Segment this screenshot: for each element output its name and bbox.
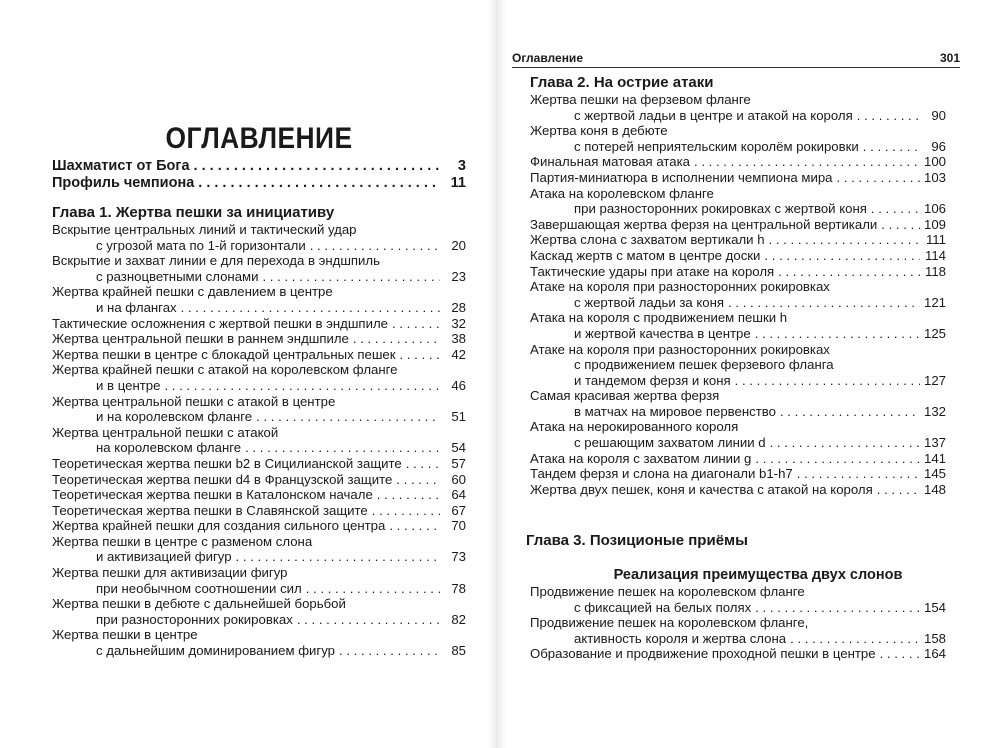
toc-entry <box>52 316 466 332</box>
toc-entry-text: на королевском фланге <box>96 440 242 456</box>
toc-entry-line <box>530 404 946 420</box>
toc-entry <box>530 232 946 248</box>
chapter-heading: Глава 2. На острие атаки <box>530 74 714 91</box>
toc-page-number: 3 <box>457 158 466 174</box>
dot-leader <box>728 295 920 311</box>
toc-entry <box>530 92 946 123</box>
toc-entry-line <box>52 331 466 347</box>
toc-entry-line <box>530 248 946 264</box>
toc-entry-text: при необычном соотношении сил <box>96 580 302 596</box>
toc-entry-line <box>52 362 466 378</box>
toc-entry <box>530 217 946 233</box>
dot-leader <box>245 440 440 456</box>
toc-entry-line <box>530 646 946 662</box>
dot-leader <box>262 269 440 285</box>
toc-entry-line <box>52 409 466 425</box>
toc-page-number: 106 <box>923 201 946 217</box>
toc-page-number: 141 <box>923 450 946 466</box>
toc-page-number: 32 <box>451 315 466 331</box>
dot-leader <box>797 466 920 482</box>
toc-entry <box>52 518 466 534</box>
toc-entry-text: Жертва пешки для активизации фигур <box>52 565 288 581</box>
toc-entry-line <box>530 373 946 389</box>
toc-entry <box>52 565 466 596</box>
toc-entry-line <box>52 596 466 612</box>
toc-entry <box>52 253 466 284</box>
dot-leader <box>877 482 920 498</box>
dot-leader <box>310 238 440 254</box>
toc-entry-text: при разносторонних рокировках <box>96 611 293 627</box>
dot-leader <box>306 581 440 597</box>
toc-entry-text: Жертва центральной пешки в раннем эндшпиле <box>52 331 349 347</box>
toc-entry-text: с потерей неприятельским королём рокировки <box>574 138 859 154</box>
toc-page-number: 11 <box>450 175 466 191</box>
toc-entry <box>530 646 946 662</box>
dot-leader <box>871 201 920 217</box>
toc-entry <box>530 482 946 498</box>
toc-entry <box>530 154 946 170</box>
dot-leader <box>857 108 920 124</box>
toc-entry-line <box>52 158 466 175</box>
dot-leader <box>778 264 920 280</box>
dot-leader <box>755 326 920 342</box>
toc-page-number: 100 <box>923 154 946 170</box>
toc-entry-text: Шахматист от Бога <box>52 158 190 174</box>
toc-entry-text: в матчах на мировое первенство <box>574 403 776 419</box>
toc-entry-text: Вскрытие и захват линии e для перехода в эндшпиль <box>52 253 380 269</box>
toc-entry-text: с решающим захватом линии d <box>574 435 766 451</box>
dot-leader <box>881 217 920 233</box>
toc-entry-text: с фиксацией на белых полях <box>574 599 752 615</box>
chapter-3 <box>526 520 946 662</box>
toc-entry-text: активность короля и жертва слона <box>574 630 787 646</box>
toc-entry-line <box>530 154 946 170</box>
dot-leader <box>769 232 920 248</box>
toc-page-number: 103 <box>923 169 946 185</box>
toc-page-number: 38 <box>451 331 466 347</box>
toc-entry-text: с продвижением пешек ферзевого фланга <box>574 357 834 373</box>
dot-leader <box>181 300 440 316</box>
toc-page-number: 20 <box>451 237 466 253</box>
toc-entry-text: Атака на королевском фланге <box>530 185 714 201</box>
toc-entry-text: с разноцветными слонами <box>96 268 259 284</box>
toc-entry-line <box>530 310 946 326</box>
toc-entry-line <box>52 627 466 643</box>
toc-entry-text: Каскад жертв с матом в центре доски <box>530 247 761 263</box>
toc-entry <box>530 615 946 646</box>
toc-entry-text: Теоретическая жертва пешки в Славянской защите <box>52 502 368 518</box>
toc-entry-text: с угрозой мата по 1-й горизонтали <box>96 237 306 253</box>
toc-entry-text: и жертвой качества в центре <box>574 325 751 341</box>
toc-entry-line <box>52 175 466 192</box>
toc-entry-text: Вскрытие центральных линий и тактический удар <box>52 222 357 237</box>
front-matter-list <box>52 158 466 192</box>
toc-entry <box>52 456 466 472</box>
toc-entry-line <box>52 347 466 363</box>
toc-entry-text: Продвижение пешек на королевском фланге, <box>530 615 809 631</box>
toc-entry-text: Атака на короля с захватом линии g <box>530 450 752 466</box>
toc-entry-line <box>530 186 946 202</box>
toc-entry-line <box>52 643 466 659</box>
toc-page-number: 109 <box>923 216 946 232</box>
toc-page-number: 121 <box>923 294 946 310</box>
page-number: 301 <box>939 51 960 65</box>
toc-page-number: 67 <box>451 502 466 518</box>
toc-entry-line <box>52 518 466 534</box>
toc-entry-line <box>530 295 946 311</box>
toc-entry-line <box>52 534 466 550</box>
dot-leader <box>164 378 440 394</box>
toc-page-number: 85 <box>451 643 466 659</box>
toc-page-number: 90 <box>931 107 946 123</box>
toc-entry <box>530 310 946 341</box>
toc-entry-text: Жертва слона с захватом вертикали h <box>530 232 765 248</box>
toc-entry-line <box>530 615 946 631</box>
toc-entry <box>52 487 466 503</box>
dot-leader <box>755 451 920 467</box>
toc-page-number: 127 <box>923 372 946 388</box>
toc-entry-line <box>530 600 946 616</box>
dot-leader <box>790 631 920 647</box>
toc-entry-line <box>530 139 946 155</box>
toc-entry-line <box>52 238 466 254</box>
toc-entry-line <box>530 170 946 186</box>
toc-entry <box>52 596 466 627</box>
toc-entry-text: Жертва крайней пешки для создания сильного центра <box>52 518 386 534</box>
toc-entry-line <box>52 565 466 581</box>
toc-entry-line <box>52 253 466 269</box>
toc-entry <box>530 279 946 310</box>
section-subheading: Реализация преимущества двух слонов <box>613 567 903 583</box>
toc-entry <box>52 425 466 456</box>
toc-entry-text: Атака на нерокированного короля <box>530 419 739 435</box>
toc-entry <box>530 451 946 467</box>
toc-entry-line <box>52 549 466 565</box>
toc-entry <box>52 362 466 393</box>
toc-entry-text: Жертва пешки в центре <box>52 627 198 643</box>
toc-page-number: 23 <box>451 268 466 284</box>
toc-entry-text: Финальная матовая атака <box>530 154 690 170</box>
toc-entry-text: и на флангах <box>96 299 177 315</box>
toc-entry-text: Теоретическая жертва пешки d4 в Французской защите <box>52 471 393 487</box>
toc-entry-text: Теоретическая жертва пешки b2 в Сицилианской защите <box>52 455 402 471</box>
toc-page-number: 114 <box>924 247 946 263</box>
dot-leader <box>780 404 920 420</box>
toc-page-number: 82 <box>451 611 466 627</box>
toc-entry-text: Жертва крайней пешки с атакой на королевском фланге <box>52 362 398 378</box>
toc-page-number: 54 <box>451 440 466 456</box>
toc-page-number: 164 <box>923 646 946 662</box>
toc-entry <box>52 394 466 425</box>
running-head-title: Оглавление <box>512 51 583 65</box>
toc-entry-line <box>530 584 946 600</box>
dot-leader <box>400 347 440 363</box>
toc-entry <box>530 264 946 280</box>
toc-entry-line <box>530 264 946 280</box>
toc-entry-line <box>530 631 946 647</box>
toc-page-number: 118 <box>924 263 946 279</box>
toc-entry-line <box>52 284 466 300</box>
chapter-1-entries <box>52 222 466 659</box>
toc-entry <box>52 284 466 315</box>
toc-entry-line <box>530 92 946 108</box>
chapter-heading: Глава 3. Позиционые приёмы <box>526 532 748 549</box>
toc-entry <box>52 534 466 565</box>
toc-entry-text: Жертва центральной пешки с атакой <box>52 424 279 440</box>
dot-leader <box>396 472 440 488</box>
toc-entry-text: Завершающая жертва ферзя на центральной вертикали <box>530 216 878 232</box>
dot-leader <box>297 612 440 628</box>
toc-entry <box>52 175 466 192</box>
toc-page-number: 28 <box>451 299 466 315</box>
toc-page-number: 46 <box>451 377 466 393</box>
dot-leader <box>837 170 920 186</box>
toc-entry-line <box>52 300 466 316</box>
toc-entry-text: Продвижение пешек на королевском фланге <box>530 584 805 599</box>
toc-entry-text: Атаке на короля при разносторонних рокировках <box>530 341 830 357</box>
toc-page-number: 51 <box>451 409 466 425</box>
toc-page-number: 137 <box>923 435 946 451</box>
toc-entry <box>52 347 466 363</box>
toc-page-number: 42 <box>451 346 466 362</box>
toc-page-number: 78 <box>451 580 466 596</box>
toc-entry-text: Профиль чемпиона <box>52 175 195 191</box>
toc-entry-line <box>52 378 466 394</box>
dot-leader <box>194 158 440 175</box>
dot-leader <box>406 456 440 472</box>
dot-leader <box>198 175 440 192</box>
toc-entry-text: и в центре <box>96 377 161 393</box>
dot-leader <box>389 518 440 534</box>
toc-entry <box>530 466 946 482</box>
toc-entry-text: Жертва пешки в центре с блокадой центральных пешек <box>52 346 396 362</box>
toc-page-number: 96 <box>931 138 946 154</box>
toc-page-number: 111 <box>925 232 946 248</box>
toc-entry-text: с дальнейшим доминированием фигур <box>96 643 336 659</box>
toc-entry-text: и активизацией фигур <box>96 549 232 565</box>
toc-entry-text: при разносторонних рокировках с жертвой коня <box>574 201 867 217</box>
toc-page-number: 148 <box>923 481 946 497</box>
toc-entry-text: Тандем ферзя и слона на диагонали b1-h7 <box>530 466 793 482</box>
toc-entry-line <box>52 487 466 503</box>
dot-leader <box>392 316 440 332</box>
toc-entry <box>52 627 466 658</box>
toc-entry-text: Атака на короля с продвижением пешки h <box>530 310 788 326</box>
toc-entry <box>52 472 466 488</box>
toc-entry-line <box>52 425 466 441</box>
toc-page-number: 64 <box>451 487 466 503</box>
toc-entry-line <box>530 451 946 467</box>
dot-leader <box>353 331 440 347</box>
toc-page-number: 125 <box>923 325 946 341</box>
toc-entry-line <box>530 388 946 404</box>
toc-entry-text: с жертвой ладьи в центре и атакой на короля <box>574 107 853 123</box>
toc-entry-line <box>52 440 466 456</box>
toc-entry-text: Теоретическая жертва пешки в Каталонском начале <box>52 487 373 503</box>
toc-entry-text: Жертва пешки в дебюте с дальнейшей борьбой <box>52 596 346 612</box>
toc-entry-line <box>530 435 946 451</box>
toc-entry <box>530 123 946 154</box>
toc-entry-line <box>52 394 466 410</box>
toc-page-number: 145 <box>923 466 946 482</box>
dot-leader <box>236 549 440 565</box>
toc-entry <box>530 186 946 217</box>
toc-entry-text: Атаке на короля при разносторонних рокировках <box>530 279 830 295</box>
toc-entry-line <box>530 466 946 482</box>
dot-leader <box>339 643 440 659</box>
toc-entry-line <box>530 326 946 342</box>
toc-entry-text: Самая красивая жертва ферзя <box>530 388 720 404</box>
toc-entry <box>530 170 946 186</box>
toc-entry-line <box>530 482 946 498</box>
book-gutter <box>488 0 506 748</box>
toc-entry-text: Образование и продвижение проходной пешки в центре <box>530 646 876 662</box>
toc-entry-line <box>530 123 946 139</box>
dot-leader <box>694 154 920 170</box>
chapter-2-entries <box>530 92 946 497</box>
chapter-heading: Глава 1. Жертва пешки за инициативу <box>52 204 335 221</box>
toc-entry-text: Жертва пешки на ферзевом фланге <box>530 92 751 107</box>
toc-page-number: 73 <box>451 549 466 565</box>
toc-entry-text: и тандемом ферзя и коня <box>574 372 731 388</box>
toc-entry-text: Жертва пешки в центре с разменом слона <box>52 533 313 549</box>
toc-entry-text: Тактические осложнения с жертвой пешки в эндшпиле <box>52 315 388 331</box>
toc-page-number: 70 <box>451 518 466 534</box>
toc-entry-line <box>530 419 946 435</box>
toc-entry-line <box>52 581 466 597</box>
dot-leader <box>256 409 440 425</box>
toc-entry <box>530 419 946 450</box>
toc-entry-line <box>52 612 466 628</box>
toc-entry <box>530 342 946 389</box>
toc-entry <box>530 388 946 419</box>
toc-entry-text: с жертвой ладьи за коня <box>574 294 725 310</box>
toc-page-number: 158 <box>923 630 946 646</box>
toc-entry-line <box>530 201 946 217</box>
toc-entry <box>52 331 466 347</box>
page-title: ОГЛАВЛЕНИЕ <box>165 122 353 155</box>
toc-entry-line <box>530 232 946 248</box>
chapter-1 <box>52 194 466 659</box>
toc-entry-line <box>52 316 466 332</box>
toc-entry-line <box>52 456 466 472</box>
toc-entry-line <box>530 108 946 124</box>
chapter-3-entries <box>530 584 946 662</box>
toc-entry-text: и на королевском фланге <box>96 409 253 425</box>
toc-entry-line <box>530 357 946 373</box>
dot-leader <box>880 646 920 662</box>
toc-entry-text: Жертва крайней пешки с давлением в центре <box>52 284 333 300</box>
toc-entry-line <box>530 217 946 233</box>
toc-page-number: 60 <box>451 471 466 487</box>
chapter-2 <box>530 62 946 497</box>
dot-leader <box>377 487 440 503</box>
dot-leader <box>755 600 920 616</box>
toc-entry-line <box>530 342 946 358</box>
toc-entry-text: Жертва центральной пешки с атакой в центре <box>52 393 336 409</box>
toc-entry-line <box>530 279 946 295</box>
toc-entry-text: Партия-миниатюра в исполнении чемпиона мира <box>530 169 833 185</box>
dot-leader <box>770 435 920 451</box>
toc-entry <box>530 584 946 615</box>
toc-entry-text: Тактические удары при атаке на короля <box>530 263 775 279</box>
toc-entry-line <box>52 472 466 488</box>
toc-entry <box>52 222 466 253</box>
toc-entry <box>530 248 946 264</box>
toc-page-number: 154 <box>923 599 946 615</box>
toc-entry-text: Жертва двух пешек, коня и качества с атакой на короля <box>530 481 873 497</box>
toc-entry <box>52 158 466 175</box>
dot-leader <box>735 373 920 389</box>
toc-page-number: 132 <box>923 403 946 419</box>
dot-leader <box>372 503 440 519</box>
toc-entry-line <box>52 503 466 519</box>
toc-entry-line <box>52 269 466 285</box>
toc-entry <box>52 503 466 519</box>
toc-entry-text: Жертва коня в дебюте <box>530 123 668 139</box>
toc-page-number: 57 <box>451 455 466 471</box>
toc-entry-line <box>52 222 466 238</box>
dot-leader <box>764 248 920 264</box>
dot-leader <box>863 139 920 155</box>
